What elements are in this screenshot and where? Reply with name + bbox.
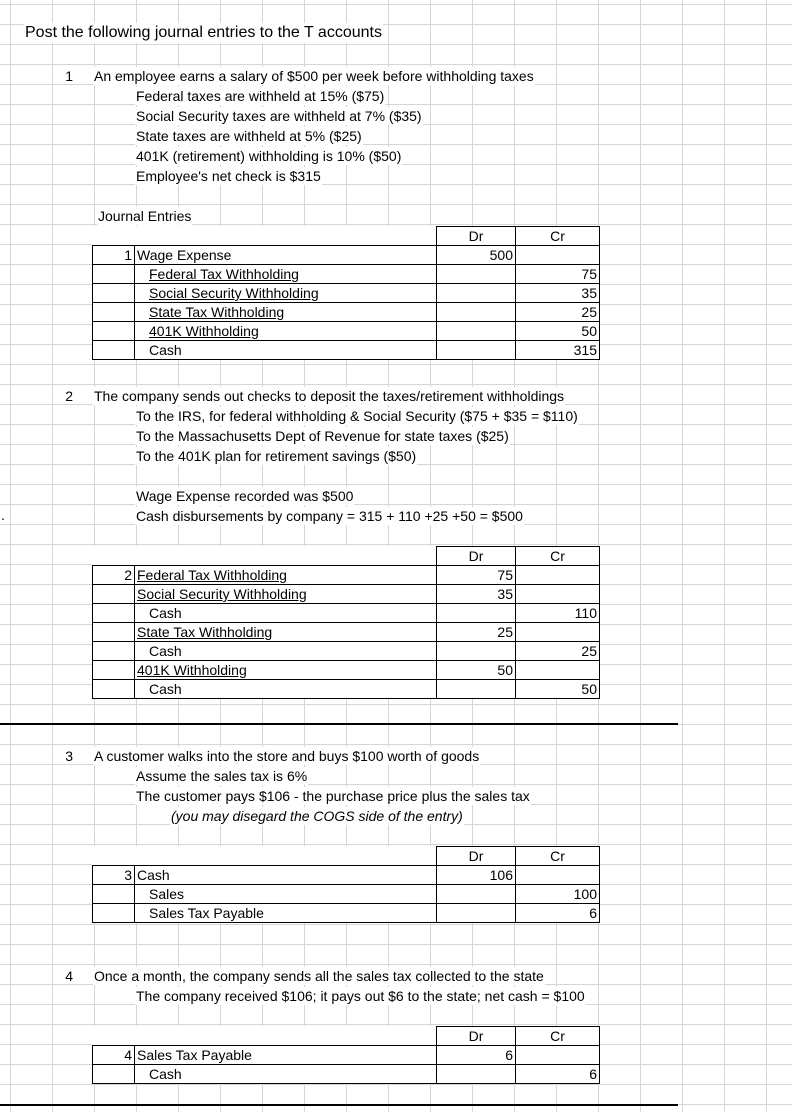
entry-number-blank — [93, 623, 135, 642]
problem-detail: State taxes are withheld at 5% ($25) — [136, 128, 362, 144]
entry-number: 3 — [93, 866, 135, 885]
account-name: Federal Tax Withholding — [135, 265, 437, 284]
debit-amount: 50 — [437, 661, 516, 680]
credit-amount: 25 — [516, 303, 600, 322]
stray-dot: . — [1, 507, 5, 523]
account-name: Social Security Withholding — [135, 585, 437, 604]
header-spacer — [135, 1027, 437, 1046]
header-spacer — [93, 1027, 135, 1046]
debit-amount — [437, 303, 516, 322]
account-name: Sales Tax Payable — [135, 1046, 437, 1065]
problem-text: The company sends out checks to deposit the taxes/retirement withholdings — [94, 388, 565, 404]
account-name: Wage Expense — [135, 246, 437, 265]
debit-amount — [437, 284, 516, 303]
entry-number-blank — [93, 642, 135, 661]
credit-amount: 6 — [516, 1065, 600, 1084]
cr-header: Cr — [516, 1027, 600, 1046]
debit-amount: 35 — [437, 585, 516, 604]
table-row — [93, 322, 600, 341]
debit-amount: 500 — [437, 246, 516, 265]
table-row — [93, 566, 600, 585]
account-name: Cash — [135, 1065, 437, 1084]
header-spacer — [135, 547, 437, 566]
entry-number-blank — [93, 585, 135, 604]
table-row — [93, 661, 600, 680]
table-row — [93, 303, 600, 322]
problem-detail: Social Security taxes are withheld at 7% ($35) — [136, 108, 422, 124]
table-row — [93, 642, 600, 661]
problem-number: 4 — [65, 968, 73, 984]
journal-entry-table — [92, 226, 600, 360]
credit-amount: 6 — [516, 904, 600, 923]
page-title: Post the following journal entries to the T accounts — [25, 24, 382, 41]
credit-amount — [516, 623, 600, 642]
credit-amount: 35 — [516, 284, 600, 303]
account-name: Cash — [135, 866, 437, 885]
entry-number-blank — [93, 1065, 135, 1084]
entry-number-blank — [93, 904, 135, 923]
credit-amount — [516, 1046, 600, 1065]
section-divider — [0, 723, 678, 725]
account-name: Cash — [135, 341, 437, 360]
journal-entry-table — [92, 1026, 600, 1084]
problem-detail: Employee's net check is $315 — [136, 168, 321, 184]
problem-text: An employee earns a salary of $500 per week before withholding taxes — [94, 68, 534, 84]
credit-amount — [516, 866, 600, 885]
credit-amount: 110 — [516, 604, 600, 623]
table-row — [93, 246, 600, 265]
problem-detail: Federal taxes are withheld at 15% ($75) — [136, 88, 385, 104]
credit-amount — [516, 566, 600, 585]
dr-header: Dr — [437, 847, 516, 866]
debit-amount — [437, 680, 516, 699]
credit-amount: 50 — [516, 322, 600, 341]
header-spacer — [135, 847, 437, 866]
cr-header: Cr — [516, 227, 600, 246]
cr-header: Cr — [516, 547, 600, 566]
table-row — [93, 904, 600, 923]
problem-note: Wage Expense recorded was $500 — [136, 488, 354, 504]
entry-number: 4 — [93, 1046, 135, 1065]
table-row — [93, 585, 600, 604]
entry-number-blank — [93, 322, 135, 341]
problem-note: Cash disbursements by company = 315 + 110 +25 +50 = $500 — [136, 508, 523, 524]
account-name: State Tax Withholding — [135, 303, 437, 322]
credit-amount — [516, 661, 600, 680]
table-row — [93, 1046, 600, 1065]
table-row — [93, 1065, 600, 1084]
debit-amount — [437, 322, 516, 341]
problem-detail: To the Massachusetts Dept of Revenue for state taxes ($25) — [136, 428, 509, 444]
debit-amount: 75 — [437, 566, 516, 585]
problem-detail: Assume the sales tax is 6% — [136, 768, 308, 784]
problem-detail: To the IRS, for federal withholding & Social Security ($75 + $35 = $110) — [136, 408, 578, 424]
account-name: Cash — [135, 680, 437, 699]
problem-text: Once a month, the company sends all the sales tax collected to the state — [94, 968, 544, 984]
table-row — [93, 341, 600, 360]
problem-number: 3 — [65, 748, 73, 764]
debit-amount — [437, 1065, 516, 1084]
problem-note: (you may disegard the COGS side of the entry) — [171, 808, 463, 824]
entry-number-blank — [93, 303, 135, 322]
entry-number-blank — [93, 885, 135, 904]
entry-number-blank — [93, 265, 135, 284]
problem-text: A customer walks into the store and buys $100 worth of goods — [94, 748, 480, 764]
table-row — [93, 284, 600, 303]
entry-number-blank — [93, 341, 135, 360]
table-row — [93, 265, 600, 284]
account-name: 401K Withholding — [135, 322, 437, 341]
table-row — [93, 604, 600, 623]
journal-entry-table — [92, 846, 600, 923]
entry-number: 2 — [93, 566, 135, 585]
debit-amount — [437, 604, 516, 623]
debit-amount: 6 — [437, 1046, 516, 1065]
account-name: Cash — [135, 604, 437, 623]
entry-number-blank — [93, 604, 135, 623]
debit-amount — [437, 341, 516, 360]
account-name: Cash — [135, 642, 437, 661]
credit-amount: 50 — [516, 680, 600, 699]
entry-number-blank — [93, 661, 135, 680]
debit-amount — [437, 265, 516, 284]
journal-entries-heading: Journal Entries — [98, 208, 192, 224]
cr-header: Cr — [516, 847, 600, 866]
header-spacer — [135, 227, 437, 246]
section-divider — [0, 1104, 678, 1106]
dr-header: Dr — [437, 547, 516, 566]
credit-amount — [516, 246, 600, 265]
table-row — [93, 885, 600, 904]
problem-number: 1 — [65, 68, 73, 84]
table-row — [93, 623, 600, 642]
debit-amount — [437, 642, 516, 661]
table-row — [93, 680, 600, 699]
account-name: State Tax Withholding — [135, 623, 437, 642]
credit-amount: 75 — [516, 265, 600, 284]
credit-amount — [516, 585, 600, 604]
problem-detail: The company received $106; it pays out $6 to the state; net cash = $100 — [136, 988, 585, 1004]
dr-header: Dr — [437, 227, 516, 246]
debit-amount — [437, 885, 516, 904]
problem-number: 2 — [65, 388, 73, 404]
entry-number-blank — [93, 680, 135, 699]
debit-amount: 106 — [437, 866, 516, 885]
debit-amount — [437, 904, 516, 923]
table-row — [93, 866, 600, 885]
header-spacer — [93, 227, 135, 246]
entry-number: 1 — [93, 246, 135, 265]
problem-detail: To the 401K plan for retirement savings ($50) — [136, 448, 417, 464]
account-name: Sales — [135, 885, 437, 904]
problem-detail: 401K (retirement) withholding is 10% ($50) — [136, 148, 402, 164]
journal-entry-table — [92, 546, 600, 699]
account-name: Social Security Withholding — [135, 284, 437, 303]
account-name: Federal Tax Withholding — [135, 566, 437, 585]
debit-amount: 25 — [437, 623, 516, 642]
account-name: 401K Withholding — [135, 661, 437, 680]
credit-amount: 25 — [516, 642, 600, 661]
entry-number-blank — [93, 284, 135, 303]
credit-amount: 315 — [516, 341, 600, 360]
problem-detail: The customer pays $106 - the purchase price plus the sales tax — [136, 788, 530, 804]
credit-amount: 100 — [516, 885, 600, 904]
dr-header: Dr — [437, 1027, 516, 1046]
account-name: Sales Tax Payable — [135, 904, 437, 923]
header-spacer — [93, 547, 135, 566]
header-spacer — [93, 847, 135, 866]
